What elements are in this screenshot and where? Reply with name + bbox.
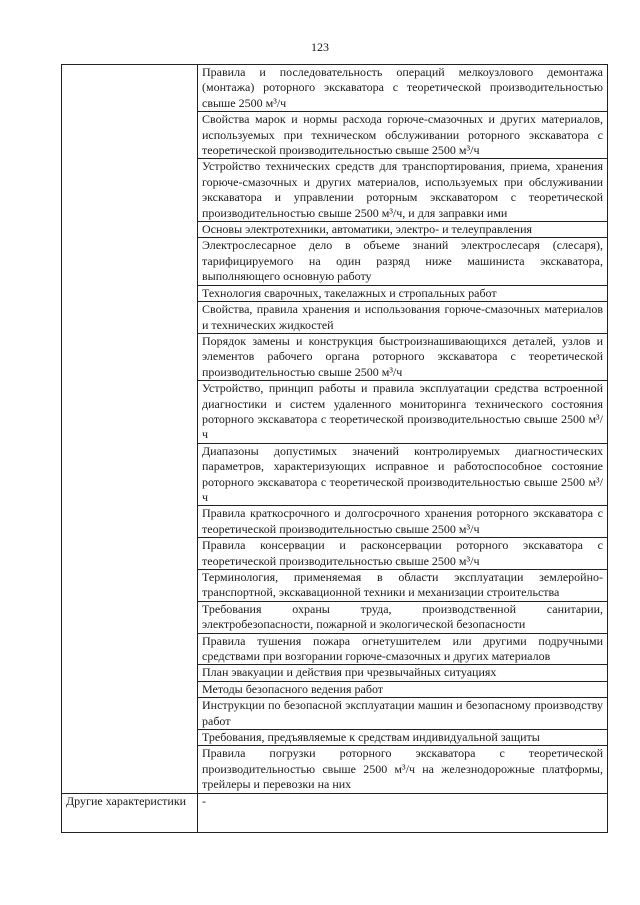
knowledge-item: Свойства, правила хранения и использования горюче-смазочных материалов и технических жидкостей (198, 302, 608, 334)
knowledge-item: Правила погрузки роторного экскаватора с теоретической производительностью свыше 2500 м³/ч на железнодорожные платформы, трейлеры и перевозки на них (198, 746, 608, 793)
knowledge-item: Правила и последовательность операций мелкоузлового демонтажа (монтажа) роторного экскаватора с теоретической производительностью свыше 2500 м³/ч (198, 65, 608, 112)
other-characteristics-label: Другие характеристики (62, 793, 198, 832)
knowledge-item: Правила тушения пожара огнетушителем или другими подручными средствами при возгорании горюче-смазочных и других материалов (198, 633, 608, 665)
requirements-table (61, 64, 608, 833)
table-row (62, 65, 608, 112)
knowledge-item: План эвакуации и действия при чрезвычайных ситуациях (198, 665, 608, 681)
knowledge-item: Порядок замены и конструкция быстроизнашивающихся деталей, узлов и элементов рабочего органа роторного экскаватора с теоретической производительностью свыше 2500 м³/ч (198, 333, 608, 380)
knowledge-item: Правила краткосрочного и долгосрочного хранения роторного экскаватора с теоретической производительностью свыше 2500 м³/ч (198, 506, 608, 538)
knowledge-item: Свойства марок и нормы расхода горюче-смазочных и других материалов, используемых при техническом обслуживании роторного экскаватора с теоретической производительностью свыше 2500 м³/ч (198, 112, 608, 159)
knowledge-item: Терминология, применяемая в области эксплуатации землеройно-транспортной, экскавационной техники и механизации строительства (198, 570, 608, 602)
knowledge-item: Устройство технических средств для транспортирования, приема, хранения горюче-смазочных и других материалов, используемых при обслуживании экскаватора и управлении роторным экскаватором с теоретической производительностью свыше 2500 м³/ч, и для заправки ими (198, 159, 608, 222)
knowledge-item: Инструкции по безопасной эксплуатации машин и безопасному производству работ (198, 698, 608, 730)
knowledge-item: Методы безопасного ведения работ (198, 681, 608, 697)
other-characteristics-value: - (198, 793, 608, 832)
knowledge-item: Устройство, принцип работы и правила эксплуатации средства встроенной диагностики и систем удаленного мониторинга технического состояния роторного экскаватора с теоретической производительностью свыше 2500 м³/ч (198, 381, 608, 444)
knowledge-item: Основы электротехники, автоматики, электро- и телеуправления (198, 222, 608, 238)
table-row-other (62, 793, 608, 832)
knowledge-item: Диапазоны допустимых значений контролируемых диагностических параметров, характеризующих исправное и работоспособное состояние роторного экскаватора с теоретической производительностью свыше 2500 м³/ч (198, 443, 608, 506)
label-cell-empty (62, 65, 198, 794)
knowledge-item: Требования, предъявляемые к средствам индивидуальной защиты (198, 730, 608, 746)
knowledge-item: Правила консервации и расконсервации роторного экскаватора с теоретической производительностью свыше 2500 м³/ч (198, 538, 608, 570)
knowledge-item: Технология сварочных, такелажных и стропальных работ (198, 285, 608, 301)
page-number: 123 (311, 40, 329, 54)
knowledge-item: Электрослесарное дело в объеме знаний электрослесаря (слесаря), тарифицируемого на один разряд ниже машиниста экскаватора, выполняющего основную работу (198, 238, 608, 285)
knowledge-item: Требования охраны труда, производственной санитарии, электробезопасности, пожарной и экологической безопасности (198, 601, 608, 633)
